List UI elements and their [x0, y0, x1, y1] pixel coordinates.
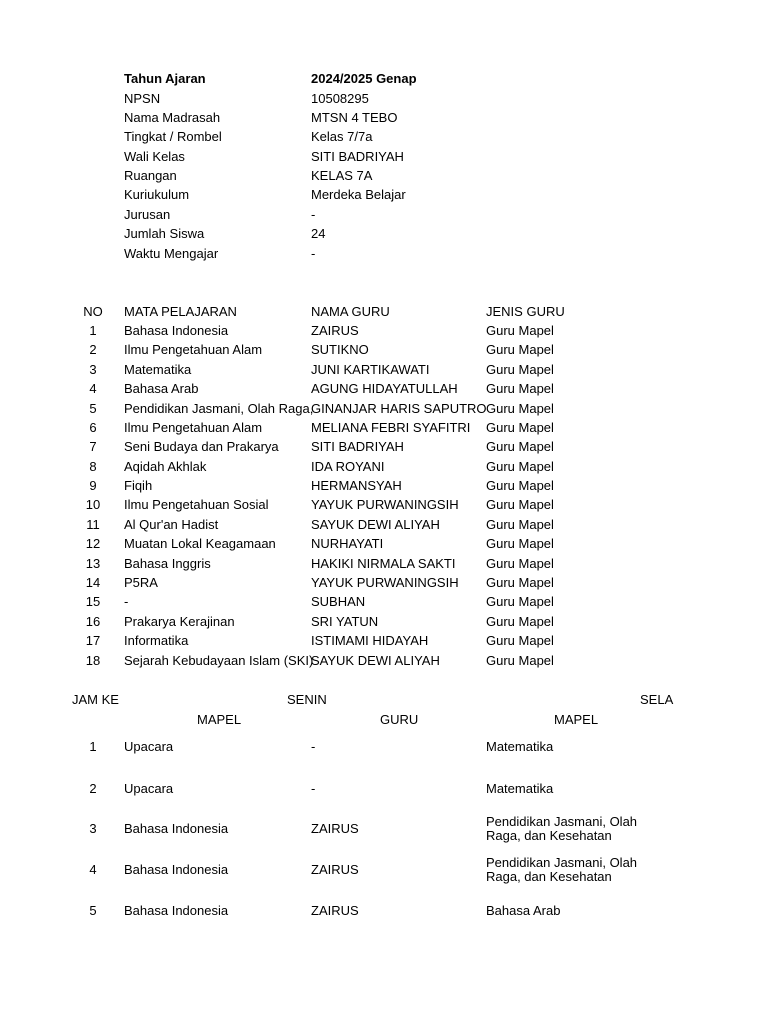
col-header-jenis: JENIS GURU	[486, 304, 565, 319]
row-mapel: Sejarah Kebudayaan Islam (SKI)	[124, 653, 314, 668]
row-jenis: Guru Mapel	[486, 420, 554, 435]
info-label: Nama Madrasah	[124, 110, 221, 125]
selasa-mapel: Bahasa Arab	[486, 903, 561, 918]
row-jenis: Guru Mapel	[486, 653, 554, 668]
row-jenis: Guru Mapel	[486, 323, 554, 338]
row-guru: SUBHAN	[311, 594, 366, 609]
row-jenis: Guru Mapel	[486, 517, 554, 532]
row-jenis: Guru Mapel	[486, 478, 554, 493]
info-label: Kuriukulum	[124, 187, 190, 202]
info-value: 10508295	[311, 91, 369, 106]
senin-mapel: Upacara	[124, 781, 174, 796]
senin-mapel: Bahasa Indonesia	[124, 862, 229, 877]
row-no: 1	[89, 323, 97, 338]
selasa-mapel: Pendidikan Jasmani, Olah Raga, dan Kesehatan	[486, 855, 638, 884]
info-value: 2024/2025 Genap	[311, 71, 417, 86]
row-mapel: Ilmu Pengetahuan Sosial	[124, 497, 269, 512]
row-guru: SUTIKNO	[311, 342, 369, 357]
sub-header-guru: GURU	[380, 712, 419, 727]
row-no: 2	[89, 342, 97, 357]
row-guru: SITI BADRIYAH	[311, 439, 404, 454]
row-guru: AGUNG HIDAYATULLAH	[311, 381, 458, 396]
row-jenis: Guru Mapel	[486, 342, 554, 357]
info-label: Wali Kelas	[124, 149, 185, 164]
senin-guru: ZAIRUS	[311, 862, 359, 877]
jam-number: 5	[89, 903, 97, 918]
jam-ke-header: JAM KE	[72, 692, 119, 707]
row-guru: IDA ROYANI	[311, 459, 385, 474]
row-guru: NURHAYATI	[311, 536, 384, 551]
row-no: 3	[89, 362, 97, 377]
row-no: 12	[85, 536, 101, 551]
row-guru: ISTIMAMI HIDAYAH	[311, 633, 429, 648]
info-label: NPSN	[124, 91, 161, 106]
jam-number: 4	[89, 862, 97, 877]
row-no: 16	[85, 614, 101, 629]
info-value: SITI BADRIYAH	[311, 149, 404, 164]
row-jenis: Guru Mapel	[486, 401, 554, 416]
day-header-senin: SENIN	[287, 692, 327, 707]
row-jenis: Guru Mapel	[486, 459, 554, 474]
row-jenis: Guru Mapel	[486, 536, 554, 551]
row-jenis: Guru Mapel	[486, 497, 554, 512]
row-guru: GINANJAR HARIS SAPUTRO	[311, 401, 487, 416]
row-mapel: Ilmu Pengetahuan Alam	[124, 342, 263, 357]
sub-header-mapel: MAPEL	[197, 712, 242, 727]
info-label: Waktu Mengajar	[124, 246, 219, 261]
row-no: 14	[85, 575, 101, 590]
row-jenis: Guru Mapel	[486, 362, 554, 377]
sub-header-mapel-2: MAPEL	[554, 712, 599, 727]
row-jenis: Guru Mapel	[486, 439, 554, 454]
info-label: Ruangan	[124, 168, 177, 183]
row-mapel: Bahasa Arab	[124, 381, 199, 396]
senin-guru: -	[311, 739, 316, 754]
info-label: Tingkat / Rombel	[124, 129, 222, 144]
jam-number: 2	[89, 781, 97, 796]
row-mapel: Bahasa Inggris	[124, 556, 211, 571]
row-mapel: Aqidah Akhlak	[124, 459, 207, 474]
selasa-mapel: Pendidikan Jasmani, Olah Raga, dan Kesehatan	[486, 814, 638, 843]
row-guru: YAYUK PURWANINGSIH	[311, 575, 459, 590]
info-value: 24	[311, 226, 326, 241]
row-mapel: Muatan Lokal Keagamaan	[124, 536, 276, 551]
row-mapel: Bahasa Indonesia	[124, 323, 229, 338]
info-label: Jurusan	[124, 207, 171, 222]
row-guru: SRI YATUN	[311, 614, 379, 629]
info-value: MTSN 4 TEBO	[311, 110, 398, 125]
row-guru: YAYUK PURWANINGSIH	[311, 497, 459, 512]
row-mapel: Prakarya Kerajinan	[124, 614, 235, 629]
jam-number: 3	[89, 821, 97, 836]
row-jenis: Guru Mapel	[486, 575, 554, 590]
row-mapel: -	[124, 594, 129, 609]
row-mapel: Al Qur'an Hadist	[124, 517, 219, 532]
day-header-selasa: SELA	[640, 692, 674, 707]
row-guru: SAYUK DEWI ALIYAH	[311, 517, 440, 532]
col-header-guru: NAMA GURU	[311, 304, 390, 319]
info-value: -	[311, 207, 316, 222]
row-no: 9	[89, 478, 97, 493]
senin-mapel: Upacara	[124, 739, 174, 754]
row-no: 6	[89, 420, 97, 435]
col-header-no: NO	[83, 304, 103, 319]
row-no: 18	[85, 653, 101, 668]
row-no: 13	[85, 556, 101, 571]
row-no: 5	[89, 401, 97, 416]
row-guru: HERMANSYAH	[311, 478, 402, 493]
row-no: 7	[89, 439, 97, 454]
row-jenis: Guru Mapel	[486, 633, 554, 648]
row-guru: MELIANA FEBRI SYAFITRI	[311, 420, 471, 435]
row-no: 11	[86, 517, 100, 532]
info-label: Tahun Ajaran	[124, 71, 206, 86]
row-no: 17	[85, 633, 101, 648]
row-no: 8	[89, 459, 97, 474]
row-no: 4	[89, 381, 97, 396]
senin-guru: ZAIRUS	[311, 821, 359, 836]
row-jenis: Guru Mapel	[486, 556, 554, 571]
jam-number: 1	[89, 739, 97, 754]
selasa-mapel: Matematika	[486, 739, 554, 754]
senin-mapel: Bahasa Indonesia	[124, 821, 229, 836]
row-jenis: Guru Mapel	[486, 614, 554, 629]
col-header-mapel: MATA PELAJARAN	[124, 304, 237, 319]
info-value: Kelas 7/7a	[311, 129, 373, 144]
row-no: 15	[85, 594, 101, 609]
senin-guru: -	[311, 781, 316, 796]
senin-guru: ZAIRUS	[311, 903, 359, 918]
selasa-mapel: Matematika	[486, 781, 554, 796]
row-no: 10	[85, 497, 101, 512]
row-guru: ZAIRUS	[311, 323, 359, 338]
row-mapel: Pendidikan Jasmani, Olah Raga,	[124, 401, 314, 416]
row-mapel: Fiqih	[124, 478, 153, 493]
row-mapel: Seni Budaya dan Prakarya	[124, 439, 279, 454]
row-mapel: Matematika	[124, 362, 192, 377]
info-value: Merdeka Belajar	[311, 187, 406, 202]
row-mapel: Ilmu Pengetahuan Alam	[124, 420, 263, 435]
row-guru: JUNI KARTIKAWATI	[311, 362, 430, 377]
info-label: Jumlah Siswa	[124, 226, 205, 241]
senin-mapel: Bahasa Indonesia	[124, 903, 229, 918]
row-jenis: Guru Mapel	[486, 381, 554, 396]
row-guru: HAKIKI NIRMALA SAKTI	[311, 556, 456, 571]
info-value: KELAS 7A	[311, 168, 373, 183]
info-value: -	[311, 246, 316, 261]
row-guru: SAYUK DEWI ALIYAH	[311, 653, 440, 668]
row-mapel: Informatika	[124, 633, 189, 648]
row-mapel: P5RA	[124, 575, 158, 590]
row-jenis: Guru Mapel	[486, 594, 554, 609]
